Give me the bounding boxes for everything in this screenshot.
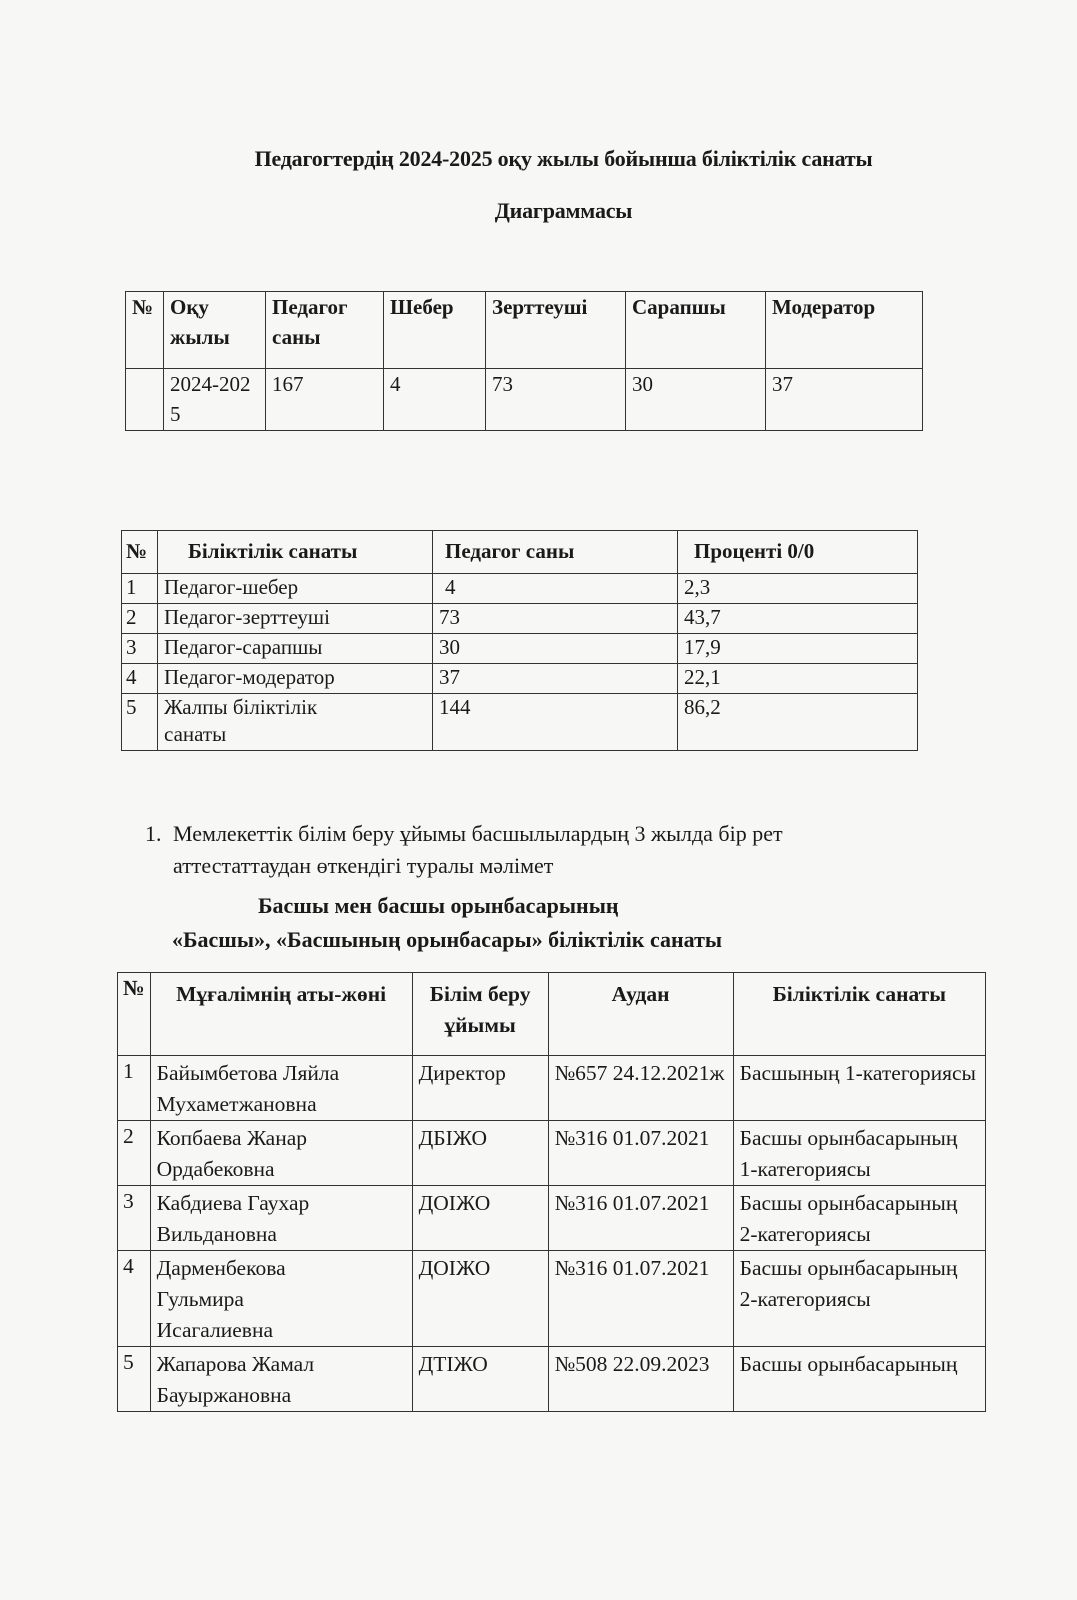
qualification-category: Басшының 1-категориясы bbox=[733, 1056, 985, 1121]
teacher-count: 144 bbox=[433, 694, 678, 751]
teacher-count: 4 bbox=[433, 574, 678, 604]
header-cell: Проценті 0/0 bbox=[678, 531, 918, 574]
paragraph-line: Мемлекеттік білім беру ұйымы басшылылардың 3 жылда бір рет bbox=[173, 821, 783, 846]
section-heading: «Басшы», «Басшының орынбасары» біліктілік санаты bbox=[172, 927, 723, 952]
sheber-count: 4 bbox=[384, 369, 486, 431]
row-number: 1 bbox=[118, 1056, 151, 1121]
teacher-total: 167 bbox=[266, 369, 384, 431]
table-row bbox=[118, 1121, 986, 1186]
category-name: Педагог-модератор bbox=[158, 664, 433, 694]
table-header-row bbox=[126, 292, 923, 369]
row-number: 2 bbox=[118, 1121, 151, 1186]
document-title: Педагогтердің 2024-2025 оқу жылы бойынша біліктілік санаты bbox=[254, 146, 873, 171]
category-name: Педагог-сарапшы bbox=[158, 634, 433, 664]
percent-value: 2,3 bbox=[678, 574, 918, 604]
row-number: 4 bbox=[122, 664, 158, 694]
categories-table bbox=[121, 530, 918, 751]
table-header-row bbox=[118, 973, 986, 1056]
teacher-count: 30 bbox=[433, 634, 678, 664]
organization: ДОІЖО bbox=[412, 1251, 548, 1347]
order-number: №316 01.07.2021 bbox=[548, 1121, 733, 1186]
qualification-category: Басшы орынбасарының 2-категориясы bbox=[733, 1186, 985, 1251]
table-row bbox=[118, 1186, 986, 1251]
table-row bbox=[122, 574, 918, 604]
table-row bbox=[118, 1347, 986, 1412]
percent-value: 43,7 bbox=[678, 604, 918, 634]
row-number: 3 bbox=[122, 634, 158, 664]
row-number bbox=[126, 369, 164, 431]
table-row bbox=[118, 1056, 986, 1121]
document-subtitle: Диаграммасы bbox=[494, 198, 633, 223]
teacher-count: 37 bbox=[433, 664, 678, 694]
order-number: №316 01.07.2021 bbox=[548, 1251, 733, 1347]
qualification-category: Басшы орынбасарының bbox=[733, 1347, 985, 1412]
teacher-name: Кабдиева Гаухар Вильдановна bbox=[150, 1186, 412, 1251]
header-cell: Модератор bbox=[766, 292, 923, 369]
order-number: №508 22.09.2023 bbox=[548, 1347, 733, 1412]
table-header-row bbox=[122, 531, 918, 574]
header-cell: Педагог саны bbox=[266, 292, 384, 369]
paragraph-line: аттестаттаудан өткендігі туралы мәлімет bbox=[173, 853, 554, 878]
row-number: 3 bbox=[118, 1186, 151, 1251]
header-cell: Біліктілік санаты bbox=[158, 531, 433, 574]
row-number: 2 bbox=[122, 604, 158, 634]
organization: ДОІЖО bbox=[412, 1186, 548, 1251]
teacher-count: 73 bbox=[433, 604, 678, 634]
table-row bbox=[122, 634, 918, 664]
zertteushi-count: 73 bbox=[486, 369, 626, 431]
organization: ДБІЖО bbox=[412, 1121, 548, 1186]
row-number: 5 bbox=[118, 1347, 151, 1412]
order-number: №657 24.12.2021ж bbox=[548, 1056, 733, 1121]
qualification-category: Басшы орынбасарының 1-категориясы bbox=[733, 1121, 985, 1186]
table-row bbox=[118, 1251, 986, 1347]
row-number: 4 bbox=[118, 1251, 151, 1347]
sarapshy-count: 30 bbox=[626, 369, 766, 431]
header-cell: № bbox=[118, 973, 151, 1056]
percent-value: 22,1 bbox=[678, 664, 918, 694]
teacher-name: Байымбетова Ляйла Мухаметжановна bbox=[150, 1056, 412, 1121]
header-cell: Шебер bbox=[384, 292, 486, 369]
teacher-name: Копбаева Жанар Ордабековна bbox=[150, 1121, 412, 1186]
header-cell: Оқу жылы bbox=[164, 292, 266, 369]
organization: ДТІЖО bbox=[412, 1347, 548, 1412]
order-number: №316 01.07.2021 bbox=[548, 1186, 733, 1251]
header-cell: Зерттеуші bbox=[486, 292, 626, 369]
leaders-table bbox=[117, 972, 986, 1412]
header-cell: № bbox=[126, 292, 164, 369]
teacher-name: Жапарова Жамал Бауыржановна bbox=[150, 1347, 412, 1412]
header-cell: Мұғалімнің аты-жөні bbox=[150, 973, 412, 1056]
row-number: 5 bbox=[122, 694, 158, 751]
list-marker: 1. bbox=[145, 821, 162, 846]
table-row bbox=[126, 369, 923, 431]
header-cell: Аудан bbox=[548, 973, 733, 1056]
table-row bbox=[122, 694, 918, 751]
header-cell: Біліктілік санаты bbox=[733, 973, 985, 1056]
academic-year: 2024-2025 bbox=[164, 369, 266, 431]
header-cell: Білім беру ұйымы bbox=[412, 973, 548, 1056]
header-cell: № bbox=[122, 531, 158, 574]
header-cell: Сарапшы bbox=[626, 292, 766, 369]
section-paragraph bbox=[145, 818, 905, 882]
summary-table bbox=[125, 291, 923, 431]
row-number: 1 bbox=[122, 574, 158, 604]
category-name: Педагог-шебер bbox=[158, 574, 433, 604]
teacher-name: Дарменбекова Гульмира Исагалиевна bbox=[150, 1251, 412, 1347]
table-row bbox=[122, 664, 918, 694]
category-name: Жалпы біліктілік санаты bbox=[158, 694, 433, 751]
category-name: Педагог-зерттеуші bbox=[158, 604, 433, 634]
qualification-category: Басшы орынбасарының 2-категориясы bbox=[733, 1251, 985, 1347]
moderator-count: 37 bbox=[766, 369, 923, 431]
header-cell: Педагог саны bbox=[433, 531, 678, 574]
percent-value: 17,9 bbox=[678, 634, 918, 664]
table-row bbox=[122, 604, 918, 634]
section-heading: Басшы мен басшы орынбасарының bbox=[258, 893, 619, 918]
percent-value: 86,2 bbox=[678, 694, 918, 751]
organization: Директор bbox=[412, 1056, 548, 1121]
